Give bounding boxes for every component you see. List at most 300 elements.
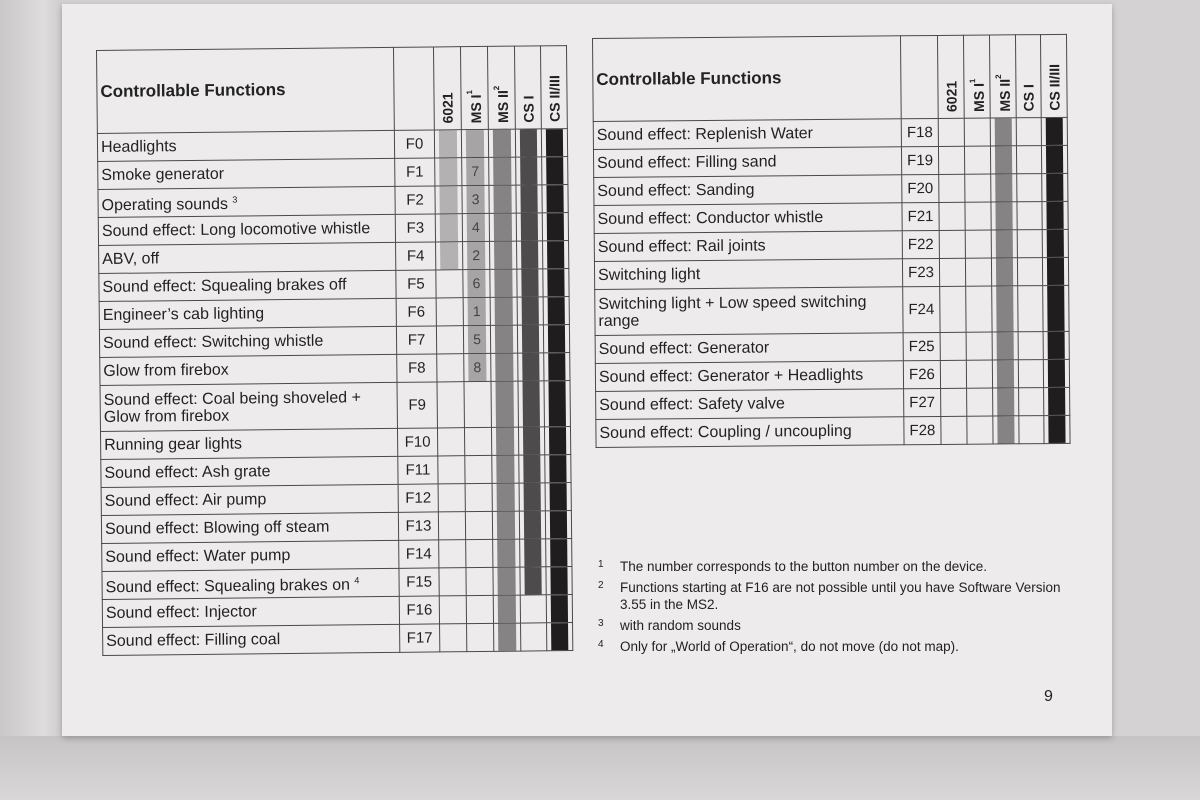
- left-function-table: [96, 45, 573, 656]
- support-cell-cs2: [546, 567, 572, 595]
- support-cell-cs1: [1018, 286, 1043, 332]
- support-bar-cs2: [546, 185, 563, 212]
- support-bar-cs2: [1048, 388, 1065, 415]
- support-bar-cs2: [547, 269, 564, 296]
- footnote-item: [598, 617, 1068, 634]
- support-bar-cs2: [1046, 146, 1063, 173]
- support-bar-ms2: [497, 568, 515, 595]
- function-key: F21: [902, 202, 939, 230]
- support-bar-ms2: [995, 202, 1012, 229]
- support-cell-ms1: [465, 455, 492, 483]
- function-key: F16: [399, 596, 439, 624]
- support-bar-cs1: [520, 157, 537, 184]
- support-cell-6021: [438, 484, 465, 512]
- column-header-label: MS I: [970, 82, 987, 112]
- function-name: [102, 596, 399, 627]
- support-cell-cs2: [544, 427, 570, 455]
- function-key-header: [393, 47, 434, 130]
- function-key: F18: [901, 118, 938, 146]
- column-header-label: 6021: [439, 92, 456, 124]
- support-bar-ms2: [494, 214, 512, 241]
- support-bar-6021: [440, 242, 458, 269]
- page-binding-edge: [0, 0, 62, 800]
- support-cell-6021: [437, 382, 464, 428]
- function-name-text: Sound effect: Replenish Water: [596, 125, 814, 144]
- support-bar-cs2: [1048, 332, 1065, 359]
- support-bar-cs1: [522, 297, 539, 324]
- function-name-text: Sound effect: Squealing brakes off: [102, 276, 347, 296]
- support-cell-cs1: [1018, 360, 1043, 388]
- support-cell-ms1: [461, 129, 488, 157]
- support-bar-cs2: [550, 483, 567, 510]
- function-name-text: Sound effect: Generator + Headlights: [598, 366, 864, 386]
- support-cell-6021: [939, 230, 965, 258]
- function-name-text: Operating sounds: [101, 195, 229, 215]
- support-cell-ms1: [467, 623, 494, 651]
- support-bar-ms2: [995, 118, 1012, 145]
- support-bar-cs2: [548, 297, 565, 324]
- function-name-text: Switching light + Low speed switching range: [598, 293, 867, 330]
- footnote-text: Functions starting at F16 are not possible until you have Software Version 3.55 in the MS2.: [620, 580, 1061, 612]
- support-cell-ms2: [992, 332, 1018, 360]
- support-cell-6021: [938, 146, 964, 174]
- function-name-text: Sound effect: Water pump: [105, 546, 291, 566]
- function-name: [98, 158, 395, 189]
- support-bar-cs2: [1046, 202, 1063, 229]
- function-key: F8: [397, 354, 437, 382]
- footnote-mark: 4: [598, 639, 604, 650]
- support-cell-ms2: [991, 174, 1017, 202]
- function-name-text: Sound effect: Sanding: [597, 181, 755, 200]
- support-cell-ms1: [465, 483, 492, 511]
- support-cell-ms2: [990, 146, 1016, 174]
- footnote-text: with random sounds: [620, 618, 741, 633]
- support-bar-cs2: [1047, 258, 1064, 285]
- support-bar-6021: [439, 158, 457, 185]
- support-cell-cs2: [1043, 331, 1069, 359]
- support-bar-cs2: [1046, 118, 1063, 145]
- table-row: [103, 623, 573, 656]
- function-key: F0: [394, 130, 434, 158]
- support-cell-cs2: [1041, 117, 1067, 145]
- support-cell-cs2: [1042, 257, 1068, 285]
- support-cell-cs2: [542, 213, 568, 241]
- support-bar-cs2: [548, 381, 565, 426]
- column-header-ms1: [460, 46, 488, 129]
- support-bar-ms2: [495, 298, 513, 325]
- support-bar-ms2: [498, 624, 516, 651]
- support-cell-6021: [436, 298, 463, 326]
- support-cell-cs2: [541, 129, 567, 157]
- support-bar-ms2: [495, 382, 513, 427]
- function-key: F26: [903, 360, 940, 388]
- column-header-footnote: 1: [465, 89, 475, 95]
- table-row: [595, 331, 1069, 363]
- support-bar-ms1: 3: [466, 186, 484, 213]
- support-cell-ms2: [491, 427, 518, 455]
- function-name-text: Sound effect: Ash grate: [104, 463, 271, 482]
- support-cell-cs2: [546, 595, 572, 623]
- column-header-ms1: [963, 35, 990, 118]
- function-name-text: Switching light: [597, 266, 701, 284]
- function-name-text: Sound effect: Blowing off steam: [104, 518, 330, 538]
- support-cell-ms2: [992, 286, 1018, 332]
- support-cell-ms1: [966, 286, 992, 332]
- function-name: [595, 361, 903, 392]
- support-cell-6021: [435, 186, 462, 214]
- support-cell-ms1: [464, 427, 491, 455]
- function-name-text: Glow from firebox: [103, 361, 229, 380]
- support-cell-6021: [436, 242, 463, 270]
- support-cell-6021: [436, 326, 463, 354]
- support-cell-cs1: [519, 483, 545, 511]
- support-bar-cs2: [549, 427, 566, 454]
- support-bar-cs1: [524, 483, 541, 510]
- function-key: F12: [398, 484, 438, 512]
- function-name: [98, 186, 395, 217]
- support-bar-cs2: [1048, 416, 1065, 443]
- support-bar-ms2: [997, 332, 1014, 359]
- support-cell-ms2: [490, 325, 517, 353]
- footnote-item: [598, 558, 1068, 575]
- column-header-cs1: [514, 46, 541, 129]
- support-bar-cs1: [524, 567, 541, 594]
- function-key: F2: [395, 186, 435, 214]
- support-cell-ms2: [492, 455, 519, 483]
- support-bar-ms1: 8: [468, 354, 486, 381]
- table-row: [593, 145, 1067, 177]
- support-bar-ms2: [497, 484, 515, 511]
- table-row: [596, 415, 1070, 447]
- column-header-label: CS I: [519, 95, 537, 123]
- support-cell-cs2: [1043, 285, 1069, 331]
- support-cell-cs2: [1044, 415, 1070, 443]
- page-number: 9: [1044, 688, 1053, 705]
- table-row: [594, 257, 1068, 289]
- support-cell-cs1: [517, 269, 543, 297]
- support-cell-ms1: [463, 297, 490, 325]
- support-cell-ms2: [491, 381, 518, 427]
- support-cell-cs1: [1019, 388, 1044, 416]
- support-bar-cs2: [1048, 360, 1065, 387]
- support-bar-ms1: 2: [467, 242, 485, 269]
- support-cell-cs1: [517, 241, 543, 269]
- support-cell-6021: [940, 332, 966, 360]
- table-row: [594, 173, 1068, 205]
- support-bar-ms2: [995, 146, 1012, 173]
- support-bar-cs2: [546, 157, 563, 184]
- support-cell-cs2: [542, 185, 568, 213]
- support-cell-cs2: [543, 241, 569, 269]
- column-header-label: CS I: [1020, 83, 1037, 112]
- support-cell-cs1: [519, 455, 545, 483]
- support-bar-cs2: [551, 623, 568, 650]
- function-name-text: Sound effect: Injector: [105, 603, 257, 622]
- support-bar-ms1: 4: [467, 214, 485, 241]
- column-header-ms2: [989, 35, 1016, 118]
- support-cell-6021: [435, 214, 462, 242]
- function-key: F24: [903, 286, 940, 332]
- support-cell-6021: [439, 568, 466, 596]
- support-cell-ms2: [993, 388, 1019, 416]
- function-name-text: Sound effect: Filling sand: [597, 153, 777, 172]
- support-bar-cs1: [523, 455, 540, 482]
- column-header-footnote: 1: [967, 78, 977, 83]
- support-bar-ms1: [466, 130, 484, 157]
- support-cell-6021: [439, 596, 466, 624]
- support-bar-cs1: [524, 539, 541, 566]
- support-bar-ms2: [494, 270, 512, 297]
- function-key: F20: [902, 174, 939, 202]
- support-cell-6021: [940, 286, 966, 332]
- support-bar-cs1: [520, 129, 537, 156]
- support-cell-cs2: [1044, 387, 1070, 415]
- function-key: F19: [901, 146, 938, 174]
- support-cell-ms2: [493, 595, 520, 623]
- support-cell-ms2: [489, 185, 516, 213]
- support-cell-cs1: [516, 157, 542, 185]
- support-cell-6021: [941, 388, 967, 416]
- table-row: [595, 359, 1069, 391]
- support-cell-ms1: [464, 381, 491, 427]
- function-key-header: [900, 35, 938, 118]
- support-cell-cs1: [1017, 202, 1042, 230]
- function-key: F28: [904, 416, 941, 444]
- surface-below-page: [0, 736, 1200, 800]
- support-cell-cs2: [1042, 201, 1068, 229]
- support-bar-6021: [439, 186, 457, 213]
- support-bar-ms2: [497, 512, 515, 539]
- support-bar-cs1: [521, 213, 538, 240]
- support-cell-cs1: [1017, 230, 1042, 258]
- support-bar-cs2: [548, 325, 565, 352]
- support-cell-cs1: [518, 427, 544, 455]
- support-cell-ms2: [489, 213, 516, 241]
- support-cell-cs1: [518, 381, 544, 427]
- function-name-text: Sound effect: Filling coal: [106, 631, 281, 650]
- support-cell-ms2: [491, 353, 518, 381]
- support-cell-cs2: [543, 325, 569, 353]
- support-cell-cs1: [1017, 174, 1042, 202]
- function-name: [99, 326, 396, 357]
- function-name-text: Sound effect: Squealing brakes on: [105, 576, 351, 597]
- function-name: [101, 484, 398, 515]
- support-cell-ms2: [493, 567, 520, 595]
- footnote-mark: 3: [598, 618, 604, 629]
- table-row: [596, 387, 1070, 419]
- support-bar-6021: [439, 130, 457, 157]
- function-name: [593, 147, 901, 178]
- column-header-footnote: 2: [492, 85, 502, 91]
- support-cell-cs2: [1042, 229, 1068, 257]
- support-bar-ms2: [495, 326, 513, 353]
- function-name: [100, 428, 397, 459]
- function-key: F7: [396, 326, 436, 354]
- column-header-label: MS I: [467, 94, 485, 124]
- support-cell-cs2: [1043, 359, 1069, 387]
- support-cell-6021: [435, 158, 462, 186]
- support-cell-ms2: [492, 483, 519, 511]
- support-bar-cs1: [521, 269, 538, 296]
- support-cell-6021: [436, 270, 463, 298]
- support-cell-ms2: [490, 241, 517, 269]
- column-header-label: 6021: [942, 80, 960, 112]
- support-cell-ms1: [465, 511, 492, 539]
- support-cell-6021: [938, 118, 964, 146]
- function-name-text: Sound effect: Air pump: [104, 491, 267, 510]
- function-name: [99, 298, 396, 329]
- support-cell-ms1: [466, 595, 493, 623]
- support-cell-ms2: [992, 360, 1018, 388]
- table-row: [593, 117, 1067, 149]
- support-cell-ms2: [489, 157, 516, 185]
- support-cell-ms1: [967, 416, 993, 444]
- support-cell-cs1: [515, 129, 541, 157]
- support-cell-cs2: [545, 511, 571, 539]
- support-bar-cs1: [521, 241, 538, 268]
- support-bar-cs1: [520, 185, 537, 212]
- function-name: [594, 231, 902, 262]
- function-name-text: Smoke generator: [101, 165, 225, 184]
- table-title: Controllable Functions: [97, 47, 395, 133]
- function-name-text: Sound effect: Generator: [598, 339, 770, 358]
- support-bar-cs2: [548, 353, 565, 380]
- support-cell-ms1: [464, 353, 491, 381]
- support-cell-ms1: [966, 360, 992, 388]
- function-name: [594, 259, 902, 290]
- function-name: [99, 242, 396, 273]
- support-cell-ms1: [462, 185, 489, 213]
- function-key: F25: [903, 332, 940, 360]
- function-key: F10: [397, 428, 437, 456]
- support-cell-cs1: [1017, 258, 1042, 286]
- support-bar-ms1: 5: [468, 326, 486, 353]
- support-bar-ms2: [996, 286, 1013, 331]
- support-cell-ms2: [488, 129, 515, 157]
- support-cell-ms2: [990, 118, 1016, 146]
- column-header-6021: [937, 35, 964, 118]
- support-cell-6021: [434, 130, 461, 158]
- support-cell-ms2: [492, 511, 519, 539]
- function-name: [100, 354, 397, 385]
- support-cell-ms1: [965, 258, 991, 286]
- support-cell-ms1: [965, 202, 991, 230]
- footnote-item: [598, 579, 1068, 613]
- support-bar-ms2: [494, 242, 512, 269]
- support-cell-cs1: [517, 297, 543, 325]
- function-name-text: Sound effect: Coal being shoveled + Glow from firebox: [103, 388, 361, 426]
- support-bar-cs1: [522, 353, 539, 380]
- footnote-marker: 3: [232, 194, 238, 205]
- function-key: F9: [397, 382, 437, 428]
- function-key: F23: [902, 258, 939, 286]
- right-function-table: [592, 34, 1071, 448]
- support-cell-6021: [437, 354, 464, 382]
- function-name-text: Sound effect: Conductor whistle: [597, 208, 824, 228]
- column-header-cs2: [540, 46, 567, 129]
- support-bar-ms2: [496, 456, 514, 483]
- function-name-text: Sound effect: Rail joints: [597, 237, 766, 256]
- function-key: F17: [400, 624, 440, 652]
- function-key: F14: [399, 540, 439, 568]
- support-bar-cs2: [547, 213, 564, 240]
- table-row: [594, 201, 1068, 233]
- support-cell-cs1: [516, 213, 542, 241]
- footnote-mark: 2: [598, 580, 604, 591]
- table-row: [594, 229, 1068, 261]
- support-bar-cs2: [547, 241, 564, 268]
- support-bar-ms2: [495, 354, 513, 381]
- support-cell-ms2: [494, 623, 521, 651]
- function-name: [98, 214, 395, 245]
- support-cell-ms1: [466, 539, 493, 567]
- support-bar-cs2: [550, 539, 567, 566]
- column-header-cs1: [1015, 35, 1041, 118]
- support-bar-ms2: [995, 174, 1012, 201]
- support-cell-ms2: [490, 269, 517, 297]
- support-cell-ms1: [964, 146, 990, 174]
- support-cell-ms2: [490, 297, 517, 325]
- support-bar-ms2: [496, 428, 514, 455]
- table-row: [595, 285, 1069, 335]
- function-key: F5: [396, 270, 436, 298]
- support-cell-ms2: [991, 230, 1017, 258]
- support-cell-cs2: [543, 297, 569, 325]
- function-name: [594, 175, 902, 206]
- support-bar-cs1: [522, 381, 539, 426]
- function-name-text: Sound effect: Long locomotive whistle: [101, 220, 371, 240]
- support-cell-6021: [939, 258, 965, 286]
- support-cell-cs2: [545, 455, 571, 483]
- support-bar-cs2: [550, 511, 567, 538]
- footnote-text: The number corresponds to the button number on the device.: [620, 559, 987, 574]
- support-bar-cs2: [550, 567, 567, 594]
- function-name: [102, 568, 399, 599]
- support-bar-ms2: [493, 130, 511, 157]
- support-cell-ms1: [462, 157, 489, 185]
- support-cell-ms1: [965, 230, 991, 258]
- support-cell-6021: [939, 174, 965, 202]
- support-bar-cs2: [1047, 230, 1064, 257]
- support-bar-cs2: [546, 129, 563, 156]
- support-cell-cs1: [518, 353, 544, 381]
- function-name-text: Sound effect: Safety valve: [599, 395, 785, 414]
- function-name-text: Engineer’s cab lighting: [102, 305, 265, 324]
- support-bar-cs2: [1047, 286, 1064, 331]
- support-cell-ms2: [493, 539, 520, 567]
- function-name-text: Running gear lights: [104, 435, 243, 454]
- support-cell-6021: [438, 512, 465, 540]
- support-cell-6021: [939, 202, 965, 230]
- support-cell-cs2: [542, 157, 568, 185]
- support-bar-ms2: [493, 186, 511, 213]
- support-cell-cs2: [544, 353, 570, 381]
- support-cell-6021: [437, 428, 464, 456]
- column-header-label: MS II: [996, 78, 1013, 112]
- support-cell-ms1: [964, 118, 990, 146]
- function-name: [101, 512, 398, 543]
- support-cell-6021: [438, 456, 465, 484]
- support-bar-ms2: [498, 596, 516, 623]
- support-cell-ms1: [466, 567, 493, 595]
- support-bar-cs1: [522, 325, 539, 352]
- support-cell-ms2: [993, 416, 1019, 444]
- function-key: F1: [395, 158, 435, 186]
- column-header-footnote: 2: [993, 74, 1003, 79]
- support-bar-cs1: [524, 511, 541, 538]
- function-name-text: Sound effect: Switching whistle: [102, 332, 324, 352]
- support-cell-ms1: [462, 213, 489, 241]
